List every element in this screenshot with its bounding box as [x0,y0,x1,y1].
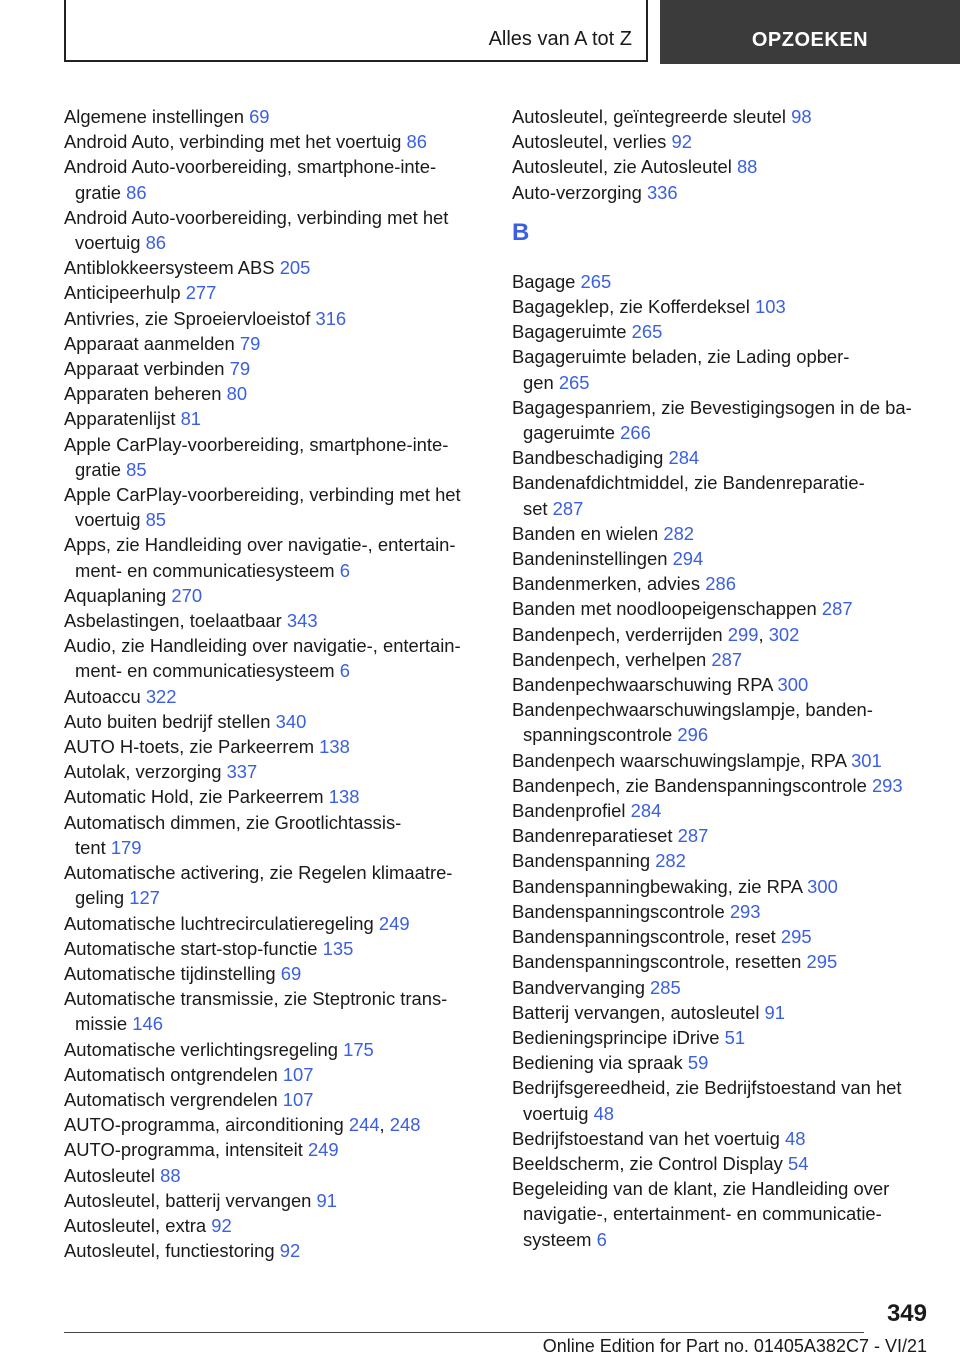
index-entry [512,571,936,596]
page-reference-link[interactable]: 343 [286,610,318,632]
index-term: Bandenpechwaarschuwingslampje, banden- [512,699,873,721]
index-entry [64,1188,484,1213]
index-term: Android Auto-voorbereiding, verbinding met het [64,206,449,228]
index-term-continued: voertuig [75,232,141,254]
index-term: Automatische transmissie, zie Steptronic trans- [64,988,448,1010]
page-reference-link[interactable]: 86 [126,181,147,203]
header-section-box [64,0,648,62]
index-term: Android Auto, verbinding met het voertuig [64,131,402,153]
index-term: Autosleutel, functiestoring [64,1240,275,1262]
index-entry [512,546,936,571]
index-entry [64,1062,484,1087]
index-entry [64,1087,484,1112]
index-entry [64,734,484,759]
page-reference-link[interactable]: 86 [145,232,167,254]
page-reference-link[interactable]: 302 [768,623,800,645]
index-term-continued: gen [523,371,554,393]
index-entry [512,848,936,873]
index-term: Bandenafdichtmiddel, zie Bandenreparatie- [512,472,865,494]
index-term: Autoaccu [64,685,141,707]
index-entry [512,1151,936,1176]
page-reference-link[interactable]: 138 [319,736,350,758]
index-term: Autosleutel [64,1164,155,1186]
index-term: Bandenreparatieset [512,825,673,847]
index-entry [64,1037,484,1062]
index-term: Apps, zie Handleiding over navigatie-, entertain- [64,534,456,556]
page-reference-link[interactable]: 127 [129,887,160,909]
index-entry [64,205,484,255]
index-term: Bandenspanningscontrole [512,900,725,922]
index-entry [512,154,936,179]
index-term: Antiblokkeersysteem ABS [64,257,275,279]
page-reference-link[interactable]: 244 [348,1114,380,1136]
page-reference-link[interactable]: 287 [552,497,584,519]
index-term: Automatische start-stop-functie [64,937,318,959]
index-entry [64,684,484,709]
page-reference-link[interactable]: 296 [677,724,709,746]
page-reference-link[interactable]: 249 [378,912,410,934]
index-entry [64,482,484,532]
index-entry [512,798,936,823]
index-term-continued: ment- en communicatiesysteem [75,660,335,682]
index-entry [64,633,484,683]
page-reference-link[interactable]: 316 [315,307,347,329]
index-term-continued: tent [75,836,106,858]
page-reference-link[interactable]: 138 [328,786,360,808]
index-term: Bandenspanningbewaking, zie RPA [512,875,803,897]
index-entry [512,899,936,924]
index-term: Autosleutel, geïntegreerde sleutel [512,106,787,127]
page-reference-link[interactable]: 85 [145,509,167,531]
index-term: Bandenmerken, advies [512,573,701,595]
page-reference-link[interactable]: 80 [226,383,248,405]
page-reference-link[interactable]: 107 [282,1088,314,1110]
index-term: Automatisch dimmen, zie Grootlichtassis- [64,811,402,833]
index-term: Bandenspanningscontrole, reset [512,926,776,948]
page-reference-link[interactable]: 179 [110,836,142,858]
index-term: Antivries, zie Sproeiervloeistof [64,307,311,329]
page-reference-link[interactable]: 92 [671,131,692,153]
index-entry [512,294,936,319]
index-term-continued: gratie [75,181,122,203]
index-entry [512,129,936,154]
index-entry: Bandenpech, verderrijden 299, 302 [512,623,800,645]
index-term: Bandenspanning [512,850,651,872]
index-term-continued: navigatie-, entertainment- en communicatie- [523,1203,882,1225]
footer-edition-text: Online Edition for Part no. 01405A382C7 - VI/21 [542,1336,927,1356]
page-reference-link[interactable]: 85 [126,458,147,480]
page-reference-link[interactable]: 81 [180,408,202,430]
index-entry [512,395,936,445]
index-term-continued: spanningscontrole [523,724,673,746]
index-term: Anticipeerhulp [64,282,181,304]
index-entry [64,1137,484,1162]
page-reference-link[interactable]: 88 [736,156,758,178]
index-entry [64,306,484,331]
index-entry [64,104,484,129]
index-term-continued: gratie [75,458,122,480]
index-entry [64,961,484,986]
index-term: Autolak, verzorging [64,761,222,783]
index-term: Bandenspanningscontrole, resetten [512,951,802,973]
index-term: Bandenprofiel [512,800,626,822]
index-term: Bagageruimte beladen, zie Lading opber- [512,346,850,368]
page-reference-link[interactable]: 266 [620,422,651,444]
index-term: Bandvervanging [512,976,645,998]
index-term: Android Auto-voorbereiding, smartphone-inte- [64,156,437,178]
section-letter-heading: B [512,218,530,246]
page-reference-link[interactable]: 337 [226,761,258,783]
opzoeken-tab[interactable] [660,0,960,64]
index-entry [64,1213,484,1238]
page-reference-link[interactable]: 88 [160,1164,181,1186]
section-title: Alles van A tot Z [488,28,632,50]
index-entry [64,583,484,608]
index-entry [512,975,936,1000]
index-entry [512,1075,936,1125]
page-reference-link[interactable]: 322 [145,685,177,707]
page-reference-link[interactable]: 91 [764,1001,785,1023]
page-reference-link[interactable]: 135 [322,937,354,959]
page-number: 349 [886,1300,927,1327]
index-term: Automatische verlichtingsregeling [64,1038,338,1060]
page-reference-link[interactable]: 282 [663,522,695,544]
index-term: Bedrijfsgereedheid, zie Bedrijfstoestand van het [512,1077,902,1099]
page-reference-link[interactable]: 293 [729,900,761,922]
index-term: Batterij vervangen, autosleutel [512,1001,760,1023]
index-entry [64,911,484,936]
index-term: Autosleutel, batterij vervangen [64,1189,312,1211]
index-term: Apple CarPlay-voorbereiding, verbinding met het [64,484,461,506]
index-entry [512,470,936,520]
index-entry: AUTO-programma, airconditioning 244, 248 [64,1114,421,1136]
index-entry [512,1025,936,1050]
index-entry [64,810,484,860]
index-term: Apparaat verbinden [64,358,225,380]
page-reference-link[interactable]: 86 [406,131,427,153]
page-reference-link[interactable]: 91 [316,1189,337,1211]
index-entry [64,129,484,154]
index-term: Apple CarPlay-voorbereiding, smartphone-inte- [64,433,449,455]
page-reference-link[interactable]: 265 [558,371,590,393]
index-term: Apparaat aanmelden [64,332,235,354]
index-entry [64,936,484,961]
index-term-continued: systeem [523,1228,592,1250]
index-entry [512,823,936,848]
index-entry [512,596,936,621]
page-reference-link[interactable]: 6 [339,559,350,581]
index-entry [512,697,936,747]
index-entry [64,608,484,633]
index-term: Bediening via spraak [512,1052,683,1074]
index-entry [64,406,484,431]
index-term: Auto-verzorging [512,181,642,203]
index-term-continued: voertuig [75,509,141,531]
page-reference-link[interactable]: 300 [807,875,838,897]
page-reference-link[interactable]: 270 [171,584,203,606]
index-entry [512,1176,936,1252]
index-term: Bandenpechwaarschuwing RPA [512,674,773,696]
page-reference-link[interactable]: 249 [307,1139,339,1161]
index-entry [512,647,936,672]
index-term: Automatische luchtrecirculatieregeling [64,912,374,934]
page-reference-link[interactable]: 265 [580,270,612,292]
index-term: Bandenpech, zie Bandenspanningscontrole [512,774,867,796]
index-term: Bagageklep, zie Kofferdeksel [512,296,750,318]
index-entry [512,1000,936,1025]
index-term: Begeleiding van de klant, zie Handleiding over [512,1178,890,1200]
page-reference-link[interactable]: 300 [777,674,809,696]
index-term: Audio, zie Handleiding over navigatie-, entertain- [64,635,461,657]
index-entry [512,269,936,294]
page-reference-link[interactable]: 336 [646,181,678,203]
index-term-continued: voertuig [523,1102,589,1124]
index-entry [64,255,484,280]
page-reference-link[interactable]: 286 [705,573,736,595]
page-reference-link[interactable]: 301 [851,749,882,771]
page-reference-link[interactable]: 6 [596,1228,607,1250]
index-term-continued: missie [75,1013,128,1035]
index-entry [64,1238,484,1263]
index-term: Bedrijfstoestand van het voertuig [512,1127,780,1149]
page-reference-link[interactable]: 299 [727,623,759,645]
page-reference-link[interactable]: 287 [677,825,709,847]
index-term: Automatische tijdinstelling [64,962,276,984]
index-term: Banden met noodloopeigenschappen [512,598,817,620]
index-entry [512,672,936,697]
index-column-left [64,104,484,1263]
index-term: Algemene instellingen [64,106,244,127]
index-term: Automatische activering, zie Regelen klimaatre- [64,862,453,884]
page-reference-link[interactable]: 69 [249,106,270,127]
page-reference-link[interactable]: 92 [211,1214,232,1236]
index-term: Apparaten beheren [64,383,222,405]
index-column-right [512,104,936,1252]
page-reference-link[interactable]: 51 [724,1026,746,1048]
index-entry [64,759,484,784]
index-entry [512,344,936,394]
page-reference-link[interactable]: 282 [655,850,686,872]
page-reference-link[interactable]: 48 [784,1127,806,1149]
index-term-continued: gageruimte [523,422,616,444]
index-term: Bagagespanriem, zie Bevestigingsogen in de ba- [512,396,912,418]
index-term: Bandenpech waarschuwingslampje, RPA [512,749,846,771]
page-reference-link[interactable]: 59 [687,1052,709,1074]
opzoeken-tab-label: OPZOEKEN [751,29,869,51]
index-entry [512,319,936,344]
index-entry [512,748,936,773]
index-term: Bagageruimte [512,321,627,343]
index-term: Bagage [512,270,576,292]
page-reference-link[interactable]: 48 [593,1102,615,1124]
index-term: AUTO-programma, airconditioning [64,1114,344,1136]
index-term: Bandbeschadiging [512,447,664,469]
index-term: Banden en wielen [512,522,659,544]
page-reference-link[interactable]: 284 [630,800,662,822]
index-term: AUTO-programma, intensiteit [64,1139,303,1161]
index-term: Bedieningsprincipe iDrive [512,1026,720,1048]
page-reference-link[interactable]: 146 [132,1013,163,1035]
index-entry [64,860,484,910]
index-entry [512,521,936,546]
index-entry [512,949,936,974]
index-term: Automatisch vergrendelen [64,1088,278,1110]
page-reference-link[interactable]: 205 [279,257,311,279]
index-term: Aquaplaning [64,584,167,606]
page-reference-link[interactable]: 69 [280,962,302,984]
index-term: Autosleutel, zie Autosleutel [512,156,732,178]
index-entry [64,986,484,1036]
index-term: AUTO H-toets, zie Parkeerrem [64,736,315,758]
page-reference-link[interactable]: 294 [672,548,704,570]
index-term: Auto buiten bedrijf stellen [64,710,271,732]
index-term: Beeldscherm, zie Control Display [512,1152,783,1174]
page-reference-link[interactable]: 6 [339,660,350,682]
page-reference-link[interactable]: 107 [282,1063,314,1085]
index-entry [512,924,936,949]
page-reference-link[interactable]: 92 [279,1240,301,1262]
page-reference-link[interactable]: 285 [650,976,681,998]
index-entry [512,104,936,129]
index-entry [64,331,484,356]
index-entry [512,773,936,798]
index-term-continued: ment- en communicatiesysteem [75,559,335,581]
index-entry [64,784,484,809]
index-term: Apparatenlijst [64,408,176,430]
index-group-a-continued [512,104,936,205]
page-reference-link[interactable]: 340 [275,710,307,732]
index-entry [64,356,484,381]
index-term: Autosleutel, verlies [512,131,667,153]
index-term: Autosleutel, extra [64,1214,207,1236]
page-reference-link[interactable]: 277 [185,282,217,304]
page-reference-link[interactable]: 175 [343,1038,374,1060]
index-group-b [512,269,936,1252]
index-entry [512,1126,936,1151]
page-reference-link[interactable]: 248 [389,1114,421,1136]
page-reference-link[interactable]: 284 [668,447,700,469]
index-entry [64,532,484,582]
page-reference-link[interactable]: 287 [821,598,853,620]
page-reference-link[interactable]: 79 [229,358,251,380]
index-entry [512,445,936,470]
index-entry [512,180,936,205]
index-entry [64,381,484,406]
index-term: Automatisch ontgrendelen [64,1063,278,1085]
page-reference-link[interactable]: 265 [631,321,663,343]
index-term: Bandenpech, verderrijden [512,623,723,645]
index-entry [64,1163,484,1188]
index-entry [512,874,936,899]
page-reference-link[interactable]: 79 [239,332,261,354]
page-reference-link[interactable]: 295 [806,951,838,973]
index-entry [64,709,484,734]
page-reference-link[interactable]: 293 [871,774,903,796]
index-entry [64,280,484,305]
page-reference-link[interactable]: 287 [711,648,743,670]
page-reference-link[interactable]: 103 [755,296,786,318]
index-entry [64,432,484,482]
index-term: Asbelastingen, toelaatbaar [64,610,282,632]
index-entry [64,154,484,204]
footer-divider [64,1332,864,1333]
index-term-continued: set [523,497,548,519]
index-term: Automatic Hold, zie Parkeerrem [64,786,324,808]
index-term-continued: geling [75,887,125,909]
index-term: Bandenpech, verhelpen [512,648,707,670]
page-reference-link[interactable]: 54 [787,1152,809,1174]
page-reference-link[interactable]: 98 [791,106,812,127]
index-term: Bandeninstellingen [512,548,668,570]
page-reference-link[interactable]: 295 [780,926,812,948]
index-entry [512,1050,936,1075]
